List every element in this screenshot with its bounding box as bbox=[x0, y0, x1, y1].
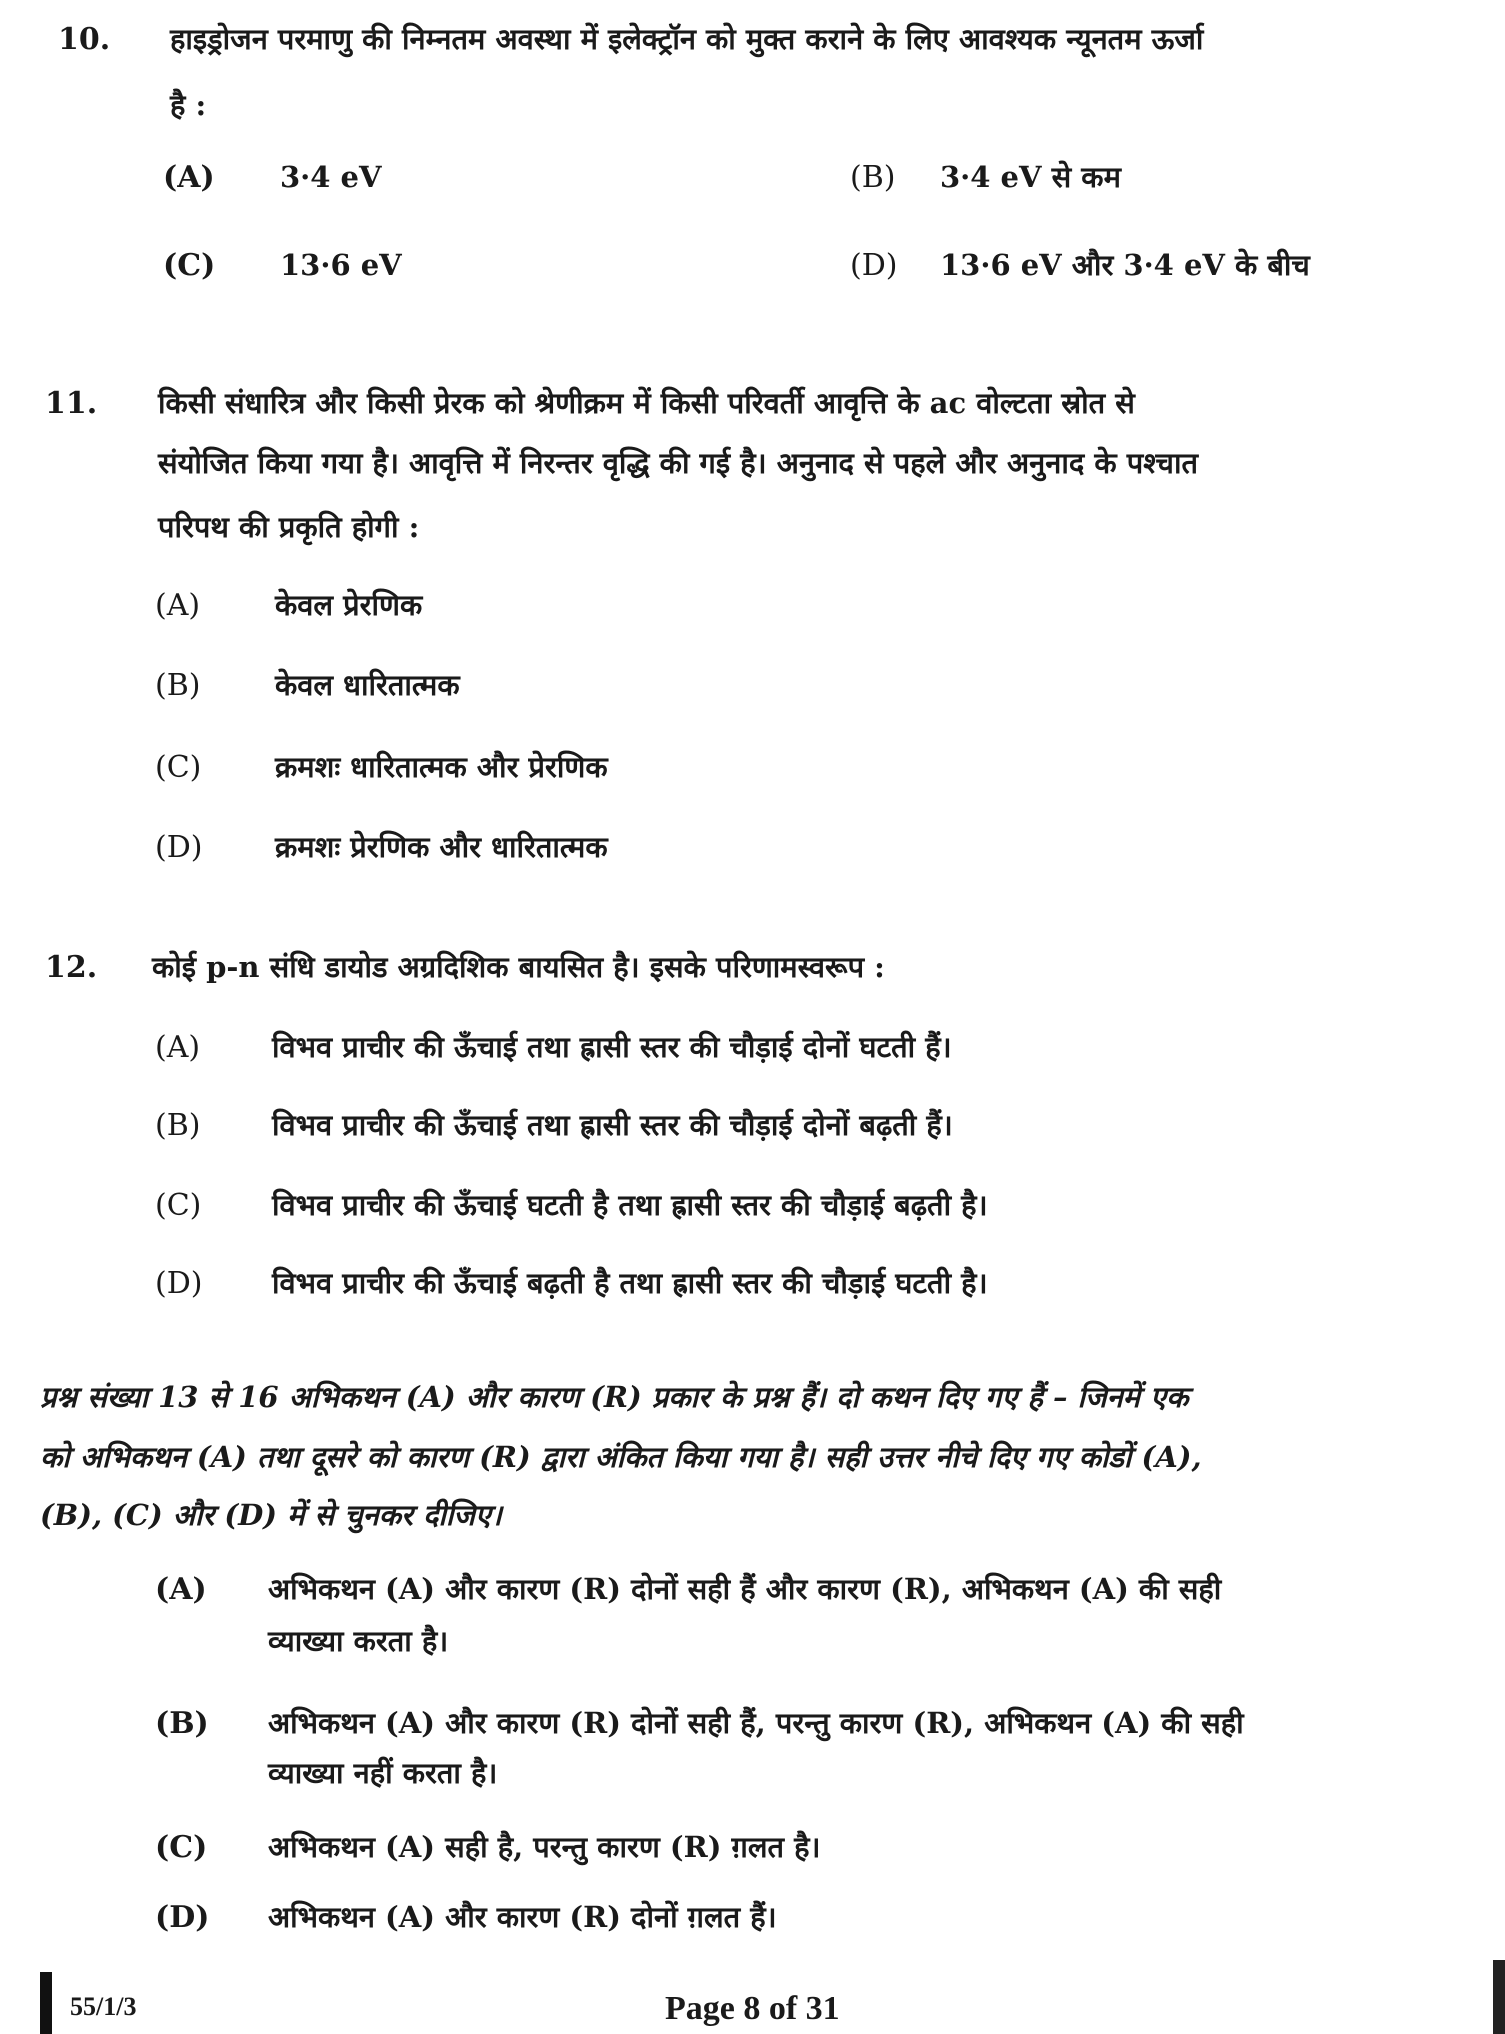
option-text: 13·6 eV और 3·4 eV के बीच bbox=[940, 248, 1310, 282]
instruction-text: प्रश्न संख्या 13 से 16 अभिकथन (A) और कारण (R) प्रकार के प्रश्न हैं। दो कथन दिए गए हैं – जिनमें एक bbox=[40, 1380, 1189, 1414]
question-text: कोई p-n संधि डायोड अग्रदिशिक बायसित है। इसके परिणामस्वरूप : bbox=[152, 950, 885, 984]
option-label: (A) bbox=[163, 160, 215, 195]
option-text: विभव प्राचीर की ऊँचाई घटती है तथा ह्रासी स्तर की चौड़ाई बढ़ती है। bbox=[272, 1188, 988, 1222]
option-text: 3·4 eV से कम bbox=[940, 160, 1121, 194]
question-text: है : bbox=[170, 88, 207, 122]
option-label: (A) bbox=[155, 1572, 207, 1607]
option-text: विभव प्राचीर की ऊँचाई बढ़ती है तथा ह्रासी स्तर की चौड़ाई घटती है। bbox=[272, 1266, 988, 1300]
question-number: 10. bbox=[58, 22, 111, 57]
option-text: 13·6 eV bbox=[280, 248, 402, 282]
option-text: अभिकथन (A) और कारण (R) दोनों सही हैं, परन्तु कारण (R), अभिकथन (A) की सही bbox=[268, 1706, 1244, 1740]
question-text: संयोजित किया गया है। आवृत्ति में निरन्तर वृद्धि की गई है। अनुनाद से पहले और अनुनाद के पश्चात bbox=[158, 446, 1198, 480]
option-label: (D) bbox=[155, 1266, 203, 1301]
option-label: (D) bbox=[155, 830, 203, 865]
option-label: (B) bbox=[850, 160, 896, 195]
instruction-text: को अभिकथन (A) तथा दूसरे को कारण (R) द्वारा अंकित किया गया है। सही उत्तर नीचे दिए गए कोडों (A), bbox=[40, 1440, 1202, 1474]
paper-code: 55/1/3 bbox=[70, 1992, 137, 2021]
option-text: अभिकथन (A) और कारण (R) दोनों ग़लत हैं। bbox=[268, 1900, 777, 1934]
option-text: अभिकथन (A) सही है, परन्तु कारण (R) ग़लत है। bbox=[268, 1830, 821, 1864]
option-label: (B) bbox=[155, 1706, 209, 1741]
option-label: (D) bbox=[155, 1900, 210, 1935]
option-text: विभव प्राचीर की ऊँचाई तथा ह्रासी स्तर की चौड़ाई दोनों घटती हैं। bbox=[272, 1030, 952, 1064]
option-label: (B) bbox=[155, 1108, 201, 1143]
option-label: (C) bbox=[163, 248, 216, 283]
footer-marker-bar bbox=[40, 1972, 52, 2034]
option-text: क्रमशः धारितात्मक और प्रेरणिक bbox=[275, 750, 608, 784]
question-number: 11. bbox=[45, 386, 98, 421]
instruction-text: (B), (C) और (D) में से चुनकर दीजिए। bbox=[40, 1498, 502, 1532]
edge-marker-bar bbox=[1493, 1960, 1505, 2034]
option-text: व्याख्या करता है। bbox=[268, 1624, 449, 1658]
option-label: (A) bbox=[155, 588, 201, 623]
option-label: (A) bbox=[155, 1030, 201, 1065]
page-number: Page 8 of 31 bbox=[665, 1990, 840, 2027]
option-text: व्याख्या नहीं करता है। bbox=[268, 1756, 498, 1790]
question-number: 12. bbox=[45, 950, 98, 985]
question-text: किसी संधारित्र और किसी प्रेरक को श्रेणीक्रम में किसी परिवर्ती आवृत्ति के ac वोल्टता स्रोत से bbox=[158, 386, 1135, 420]
option-label: (D) bbox=[850, 248, 898, 283]
option-text: 3·4 eV bbox=[280, 160, 382, 194]
question-text: हाइड्रोजन परमाणु की निम्नतम अवस्था में इलेक्ट्रॉन को मुक्त कराने के लिए आवश्यक न्यूनतम ऊर्जा bbox=[170, 22, 1204, 56]
option-label: (C) bbox=[155, 1830, 208, 1865]
option-label: (C) bbox=[155, 750, 202, 785]
question-text: परिपथ की प्रकृति होगी : bbox=[158, 510, 420, 544]
option-text: केवल धारितात्मक bbox=[275, 668, 460, 702]
option-text: अभिकथन (A) और कारण (R) दोनों सही हैं और कारण (R), अभिकथन (A) की सही bbox=[268, 1572, 1222, 1606]
option-text: केवल प्रेरणिक bbox=[275, 588, 423, 622]
option-text: विभव प्राचीर की ऊँचाई तथा ह्रासी स्तर की चौड़ाई दोनों बढ़ती हैं। bbox=[272, 1108, 953, 1142]
option-text: क्रमशः प्रेरणिक और धारितात्मक bbox=[275, 830, 608, 864]
option-label: (B) bbox=[155, 668, 201, 703]
option-label: (C) bbox=[155, 1188, 202, 1223]
